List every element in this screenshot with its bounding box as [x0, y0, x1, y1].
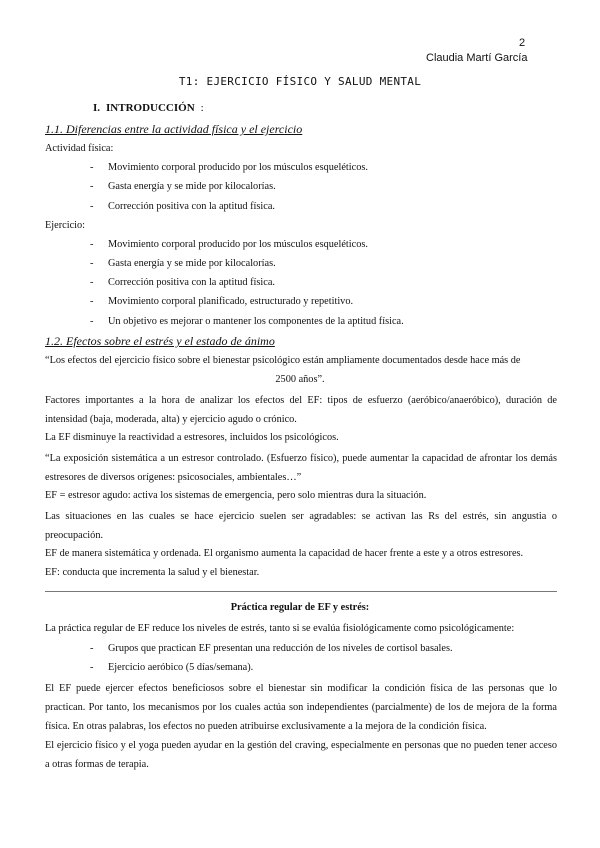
ejercicio-item: Movimiento corporal planificado, estructurado y repetitivo.: [108, 296, 354, 307]
practica-item: Grupos que practican EF presentan una reducción de los niveles de cortisol basales.: [108, 643, 453, 654]
paragraph-beneficios: El EF puede ejercer efectos beneficiosos sobre el bienestar sin modificar la condición física de las personas que lo practican. Por tanto, los mecanismos por los cuales actúa son independientes (parcialmente) de los de mejora de la forma física. En otras palabras, los efectos no pueden atribuirse exclusivamente a la mejora de la condición física.: [45, 683, 557, 732]
paragraph-estresor: EF = estresor agudo: activa los sistemas de emergencia, pero solo mientras dura la situación.: [45, 490, 427, 501]
bullet-dash: -: [90, 316, 94, 327]
section-divider: [45, 591, 557, 592]
actividad-item: Movimiento corporal producido por los músculos esqueléticos.: [108, 162, 368, 173]
ejercicio-item: Un objetivo es mejorar o mantener los componentes de la aptitud física.: [108, 316, 404, 327]
intro-heading-text: INTRODUCCIÓN: [106, 102, 195, 114]
bullet-dash: -: [90, 277, 94, 288]
bullet-dash: -: [90, 181, 94, 192]
actividad-label: Actividad física:: [45, 143, 114, 154]
bullet-dash: -: [90, 162, 94, 173]
section-1-2-title: 1.2. Efectos sobre el estrés y el estado de ánimo: [45, 334, 275, 348]
document-title: T1: EJERCICIO FÍSICO Y SALUD MENTAL: [178, 75, 422, 88]
ejercicio-item: Movimiento corporal producido por los músculos esqueléticos.: [108, 239, 368, 250]
bullet-dash: -: [90, 239, 94, 250]
page-number: 2: [519, 37, 526, 49]
ejercicio-label: Ejercicio:: [45, 220, 86, 231]
paragraph-conducta: EF: conducta que incrementa la salud y el bienestar.: [45, 567, 260, 578]
ejercicio-item: Corrección positiva con la aptitud física.: [108, 277, 275, 288]
bullet-dash: -: [90, 643, 94, 654]
author-name: Claudia Martí García: [426, 52, 528, 64]
actividad-item: Gasta energía y se mide por kilocalorías.: [108, 181, 276, 192]
bullet-dash: -: [90, 662, 94, 673]
intro-heading: [93, 102, 204, 114]
practica-title: Práctica regular de EF y estrés:: [230, 602, 370, 613]
bullet-dash: -: [90, 296, 94, 307]
paragraph-craving: El ejercicio físico y el yoga pueden ayudar en la gestión del craving, especialmente en personas que no pueden tener acceso a otras formas de terapia.: [45, 740, 557, 770]
intro-colon: :: [200, 102, 204, 114]
section-1-1-title: 1.1. Diferencias entre la actividad física y el ejercicio: [45, 122, 303, 136]
paragraph-disminuye: La EF disminuye la reactividad a estresores, incluidos los psicológicos.: [45, 432, 339, 443]
intro-numeral: I.: [93, 102, 101, 114]
paragraph-factores: Factores importantes a la hora de analizar los efectos del EF: tipos de esfuerzo (aeróbico/anaeróbico), duración de intensidad (baja, moderada, alta) y ejercicio agudo o crónico.: [45, 395, 557, 425]
paragraph-situaciones: Las situaciones en las cuales se hace ejercicio suelen ser agradables: se activan las Rs del estrés, sin angustia o preocupación.: [45, 511, 557, 541]
paragraph-sistematica: EF de manera sistemática y ordenada. El organismo aumenta la capacidad de hacer frente a este y a otros estresores.: [45, 548, 524, 559]
paragraph-exposicion: “La exposición sistemática a un estresor controlado. (Esfuerzo físico), puede aumentar la capacidad de afrontar los demás estresores de diversos orígenes: psicosociales, ambientales…”: [45, 453, 557, 483]
quote-1-line-2: 2500 años”.: [275, 374, 325, 385]
actividad-item: Corrección positiva con la aptitud física.: [108, 201, 275, 212]
bullet-dash: -: [90, 258, 94, 269]
practica-item: Ejercicio aeróbico (5 días/semana).: [108, 662, 254, 673]
bullet-dash: -: [90, 201, 94, 212]
practica-intro: La práctica regular de EF reduce los niveles de estrés, tanto si se evalúa fisiológicamente como psicológicamente:: [45, 623, 515, 634]
quote-1-line-1: “Los efectos del ejercicio físico sobre el bienestar psicológico están ampliamente documentados desde hace más de: [45, 355, 521, 366]
ejercicio-item: Gasta energía y se mide por kilocalorías.: [108, 258, 276, 269]
